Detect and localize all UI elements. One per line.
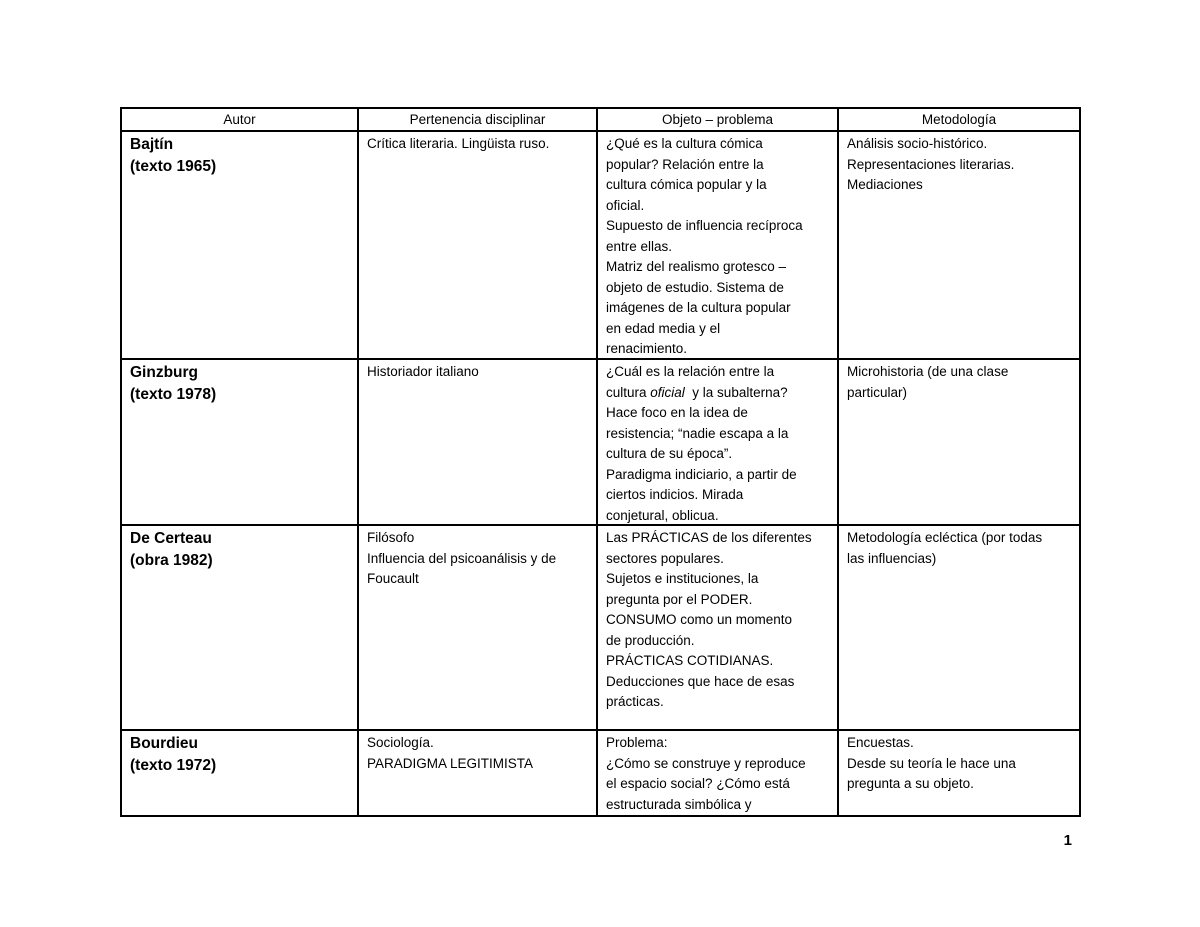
cell-line: sectores populares. [606,550,724,566]
cell-line: Matriz del realismo grotesco – [606,259,787,274]
cell-line: ¿Qué es la cultura cómica [606,136,763,151]
cell-line: objeto de estudio. Sistema de [606,279,784,295]
header-metodologia: Metodología [838,108,1080,131]
cell-line: el espacio social? ¿Cómo está [606,776,790,791]
cell-line: ciertos indicios. Mirada [606,487,744,502]
table-row [121,131,1080,359]
cell-line [606,383,829,404]
cell-line: pregunta por el PODER. [606,591,753,607]
pertenencia-cell [358,131,597,359]
header-autor: Autor [121,108,358,131]
cell-line: Influencia del psicoanálisis y de [367,550,557,566]
cell-line: resistencia; “nadie escapa a la [606,425,789,441]
text-run: y la subalterna? [684,384,788,400]
cell-line: Representaciones literarias. [847,156,1015,172]
text-run: cultura [606,384,651,400]
italic-text: oficial [650,384,685,400]
cell-line: oficial. [606,197,645,213]
page-number: 1 [1063,832,1072,849]
cell-line: Mediaciones [847,177,923,192]
cell-line: ¿Cuál es la relación entre la [606,364,775,379]
cell-line: pregunta a su objeto. [847,776,974,791]
cell-line: Supuesto de influencia recíproca [606,218,803,233]
table-header-row [121,108,1080,131]
cell-line: Problema: [606,735,668,750]
cell-line: de producción. [606,632,695,648]
pertenencia-cell [358,359,597,525]
author-note: (texto 1965) [130,158,217,175]
metodologia-cell [838,359,1080,525]
cell-line: Sociología. [367,735,434,750]
cell-line: estructurada simbólica y [606,796,752,812]
header-objeto: Objeto – problema [597,108,838,131]
cell-line: Análisis socio-histórico. [847,136,988,151]
cell-line: CONSUMO como un momento [606,612,793,627]
author-name: Bajtín [130,136,174,153]
cell-line: Encuestas. [847,735,914,750]
objeto-cell [597,131,838,359]
cell-line: Deducciones que hace de esas [606,673,795,689]
cell-line: Foucault [367,571,419,586]
table-row [121,730,1080,816]
pertenencia-cell [358,730,597,816]
metodologia-cell [838,525,1080,730]
cell-line: conjetural, oblicua. [606,507,719,523]
author-cell [121,359,358,525]
author-note: (obra 1982) [130,552,213,569]
cell-line: Desde su teoría le hace una [847,755,1016,771]
cell-line: Las PRÁCTICAS de los diferentes [606,530,812,545]
author-note: (texto 1972) [130,757,217,774]
metodologia-cell [838,730,1080,816]
author-name: De Certeau [130,530,212,547]
author-cell [121,525,358,730]
cell-line: Hace foco en la idea de [606,405,748,420]
objeto-cell [597,730,838,816]
cell-line: Microhistoria (de una clase [847,364,1009,379]
cell-line: prácticas. [606,694,664,709]
table-row [121,359,1080,525]
author-name: Bourdieu [130,735,199,752]
author-note: (texto 1978) [130,386,217,403]
author-cell [121,730,358,816]
header-pertenencia: Pertenencia disciplinar [358,108,597,131]
cell-line: las influencias) [847,550,937,566]
cell-line: Metodología ecléctica (por todas [847,530,1043,545]
cell-line: popular? Relación entre la [606,156,764,172]
metodologia-cell [838,131,1080,359]
cell-line: PRÁCTICAS COTIDIANAS. [606,653,774,668]
cell-line: entre ellas. [606,238,673,254]
cell-line: particular) [847,384,908,400]
cell-line: Sujetos e instituciones, la [606,571,759,586]
cell-line: Paradigma indiciario, a partir de [606,466,797,482]
authors-table [120,107,1081,817]
pertenencia-cell [358,525,597,730]
author-name: Ginzburg [130,364,199,381]
cell-line: imágenes de la cultura popular [606,300,791,315]
cell-line: renacimiento. [606,341,688,356]
cell-line: PARADIGMA LEGITIMISTA [367,755,534,771]
cell-line: Historiador italiano [367,364,479,379]
cell-line: cultura de su época”. [606,446,733,461]
cell-line: cultura cómica popular y la [606,177,767,192]
objeto-cell [597,359,838,525]
cell-line: ¿Cómo se construye y reproduce [606,755,806,771]
author-cell [121,131,358,359]
cell-line: en edad media y el [606,320,721,336]
cell-line: Crítica literaria. Lingüista ruso. [367,136,550,151]
objeto-cell [597,525,838,730]
cell-line: Filósofo [367,530,415,545]
table-row [121,525,1080,730]
